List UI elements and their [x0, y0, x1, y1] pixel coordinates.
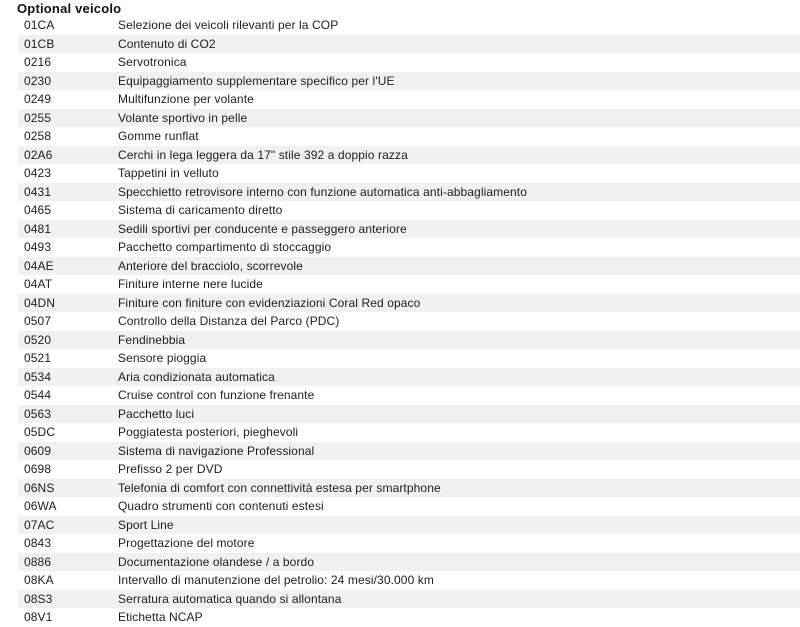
table-row: [18, 368, 800, 387]
table-row: [18, 53, 800, 72]
option-description: Poggiatesta posteriori, pieghevoli: [118, 425, 299, 439]
option-description: Documentazione olandese / a bordo: [118, 554, 315, 569]
option-code: 01CB: [24, 36, 55, 51]
option-description: Finiture con finiture con evidenziazioni Coral Red opaco: [118, 295, 421, 310]
option-description: Tappetini in velluto: [118, 166, 219, 180]
table-row: [18, 201, 800, 220]
option-code: 08S3: [24, 591, 53, 606]
option-code: 0843: [24, 536, 52, 550]
option-description: Controllo della Distanza del Parco (PDC): [118, 314, 340, 328]
option-code: 0544: [24, 388, 52, 402]
option-code: 05DC: [24, 425, 56, 439]
option-description: Aria condizionata automatica: [118, 369, 275, 384]
table-row: [18, 35, 800, 54]
table-row: [18, 516, 800, 535]
option-code: 0886: [24, 554, 52, 569]
table-row: [18, 608, 800, 627]
option-description: Quadro strumenti con contenuti estesi: [118, 499, 324, 513]
option-description: Telefonia di comfort con connettività estesa per smartphone: [118, 480, 441, 495]
option-code: 04AE: [24, 258, 54, 273]
option-code: 0255: [24, 110, 52, 125]
option-code: 0493: [24, 240, 52, 254]
option-description: Serratura automatica quando si allontana: [118, 591, 342, 606]
table-row: [18, 460, 800, 479]
option-code: 0520: [24, 332, 52, 347]
table-row: [18, 497, 800, 516]
option-code: 0423: [24, 166, 52, 180]
table-row: [18, 331, 800, 350]
options-table: [18, 16, 800, 627]
option-code: 06WA: [24, 499, 57, 513]
option-code: 0521: [24, 351, 52, 365]
option-description: Volante sportivo in pelle: [118, 110, 248, 125]
option-code: 0563: [24, 406, 52, 421]
table-row: [18, 109, 800, 128]
table-row: [18, 442, 800, 461]
option-code: 0258: [24, 129, 52, 143]
option-code: 07AC: [24, 517, 55, 532]
table-row: [18, 590, 800, 609]
option-description: Progettazione del motore: [118, 536, 255, 550]
option-code: 0249: [24, 92, 52, 106]
table-row: [18, 257, 800, 276]
table-row: [18, 164, 800, 183]
option-code: 0465: [24, 203, 52, 217]
option-code: 0609: [24, 443, 52, 458]
option-code: 0230: [24, 73, 52, 88]
option-description: Servotronica: [118, 55, 187, 69]
option-description: Sistema di navigazione Professional: [118, 443, 315, 458]
option-description: Cruise control con funzione frenante: [118, 388, 315, 402]
option-description: Sedili sportivi per conducente e passeggero anteriore: [118, 221, 407, 236]
option-code: 06NS: [24, 480, 55, 495]
option-code: 0534: [24, 369, 52, 384]
table-row: [18, 72, 800, 91]
option-code: 08V1: [24, 610, 53, 624]
table-row: [18, 220, 800, 239]
option-code: 0481: [24, 221, 52, 236]
option-code: 0698: [24, 462, 52, 476]
option-description: Finiture interne nere lucide: [118, 277, 263, 291]
table-row: [18, 479, 800, 498]
option-description: Selezione dei veicoli rilevanti per la COP: [118, 18, 339, 32]
table-row: [18, 90, 800, 109]
table-row: [18, 312, 800, 331]
table-row: [18, 146, 800, 165]
option-description: Contenuto di CO2: [118, 36, 216, 51]
table-row: [18, 405, 800, 424]
option-description: Sistema di caricamento diretto: [118, 203, 283, 217]
option-description: Pacchetto luci: [118, 406, 195, 421]
table-row: [18, 294, 800, 313]
table-row: [18, 275, 800, 294]
table-row: [18, 386, 800, 405]
option-code: 04AT: [24, 277, 53, 291]
option-code: 0216: [24, 55, 52, 69]
option-description: Equipaggiamento supplementare specifico per l'UE: [118, 73, 395, 88]
option-code: 0431: [24, 184, 52, 199]
table-row: [18, 423, 800, 442]
option-description: Intervallo di manutenzione del petrolio: 24 mesi/30.000 km: [118, 573, 434, 587]
table-row: [18, 571, 800, 590]
option-description: Sensore pioggia: [118, 351, 207, 365]
option-description: Gomme runflat: [118, 129, 199, 143]
table-row: [18, 183, 800, 202]
table-row: [18, 534, 800, 553]
table-row: [18, 127, 800, 146]
option-description: Fendinebbia: [118, 332, 186, 347]
option-description: Etichetta NCAP: [118, 610, 203, 624]
option-code: 02A6: [24, 147, 53, 162]
option-code: 08KA: [24, 573, 54, 587]
option-description: Cerchi in lega leggera da 17" stile 392 a doppio razza: [118, 147, 408, 162]
option-code: 01CA: [24, 18, 55, 32]
option-code: 0507: [24, 314, 52, 328]
option-description: Pacchetto compartimento di stoccaggio: [118, 240, 332, 254]
table-row: [18, 238, 800, 257]
table-row: [18, 349, 800, 368]
option-description: Prefisso 2 per DVD: [118, 462, 223, 476]
table-row: [18, 553, 800, 572]
table-row: [18, 16, 800, 35]
option-description: Anteriore del bracciolo, scorrevole: [118, 258, 303, 273]
option-description: Specchietto retrovisore interno con funzione automatica anti-abbagliamento: [118, 184, 527, 199]
option-code: 04DN: [24, 295, 56, 310]
section-title: Optional veicolo: [17, 1, 122, 16]
option-description: Sport Line: [118, 517, 174, 532]
option-description: Multifunzione per volante: [118, 92, 254, 106]
